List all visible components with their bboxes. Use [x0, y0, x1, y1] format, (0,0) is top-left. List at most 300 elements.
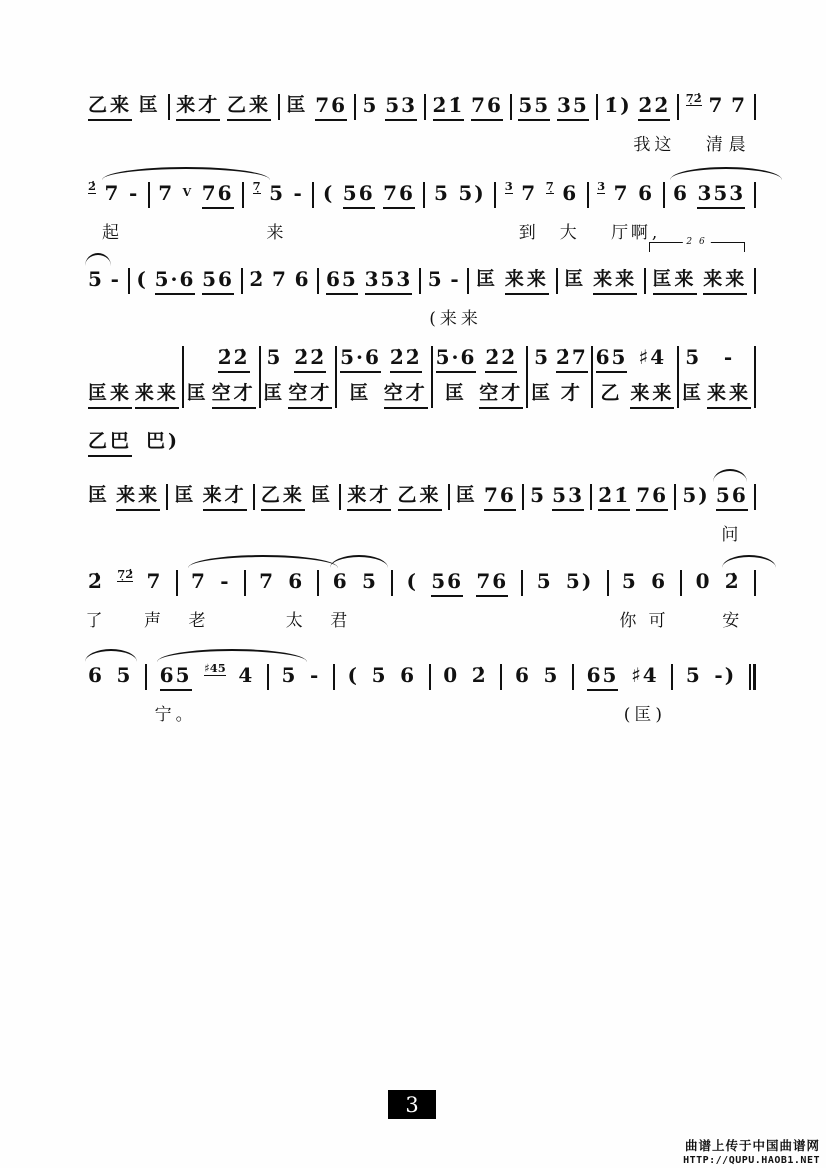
note-token: [139, 92, 161, 118]
note: -: [128, 181, 140, 205]
note: 2̇2̇: [638, 92, 670, 121]
percussion-syllable: 来来: [593, 266, 637, 295]
note-token: [443, 662, 459, 688]
barline: [312, 182, 314, 208]
percussion-syllable: 空才: [384, 380, 428, 409]
percussion-syllable: 匡: [88, 484, 111, 506]
lyric-text: 太: [285, 611, 307, 631]
note-token: [183, 180, 194, 212]
note: 353: [697, 180, 745, 209]
note: 5·6: [155, 266, 196, 295]
note-token: [117, 568, 133, 592]
note-token: [295, 266, 311, 292]
note: 5: [281, 663, 298, 687]
note-token: [515, 662, 531, 688]
note: ♯4: [631, 663, 659, 687]
note-token: [559, 180, 581, 243]
note: 65: [160, 662, 192, 691]
note-token: [365, 266, 413, 295]
grace-note: 7̣: [545, 179, 554, 193]
barline: [339, 484, 341, 510]
note: 7: [731, 93, 748, 117]
note: 5: [88, 267, 104, 291]
note-token: [400, 662, 416, 688]
note-token: [340, 344, 381, 410]
slur-arc: [670, 167, 782, 180]
barline: [754, 484, 756, 510]
barline: [423, 182, 425, 208]
percussion-syllable: 来才: [203, 482, 247, 511]
barline: [522, 484, 524, 510]
note-token: [623, 662, 666, 725]
note: 4: [238, 663, 255, 687]
note-token: [472, 662, 488, 688]
percussion-syllable: 匡: [286, 94, 309, 116]
lyric-text: 我这: [633, 135, 676, 155]
note-token: [88, 344, 132, 410]
note: 56: [202, 266, 234, 295]
percussion-syllable: 匡: [531, 382, 554, 404]
measure-bracket: [649, 237, 745, 252]
note-token: [372, 662, 388, 688]
note: 5: [534, 345, 551, 369]
percussion-syllable: 匡: [186, 382, 209, 404]
note: 2̇2̇: [390, 344, 422, 373]
grace-note: 7̣2̇: [685, 91, 702, 105]
watermark-url: HTTP://QUPU.HAOB1.NET: [683, 1155, 820, 1166]
barline: [754, 182, 756, 208]
note-token: [158, 180, 174, 206]
note: -: [309, 663, 321, 687]
slur-arc: [85, 649, 137, 662]
note-token: [686, 92, 702, 116]
note-token: [456, 482, 478, 508]
note-token: [310, 662, 320, 688]
note: (: [406, 569, 418, 593]
barline: [267, 664, 269, 690]
note: 5: [362, 93, 379, 117]
slur-arc: [157, 649, 307, 662]
note: 7: [104, 181, 121, 205]
barline: [754, 94, 756, 120]
barline: [335, 346, 337, 408]
barline: [429, 664, 431, 690]
note: 65: [587, 662, 619, 691]
lyric-text: 厅: [611, 223, 633, 243]
note: 5·6: [340, 344, 381, 373]
note: 2̇1̇: [598, 482, 630, 511]
barline: [166, 484, 168, 510]
percussion-syllable: 来来: [135, 380, 179, 409]
note-token: [101, 180, 123, 243]
barline: [671, 664, 673, 690]
note: (: [347, 663, 359, 687]
note-token: [458, 180, 485, 206]
note-token: [505, 180, 513, 204]
note: (: [136, 267, 148, 291]
note: 65: [326, 266, 358, 295]
barline: [168, 94, 170, 120]
grace-note: 3: [597, 179, 606, 193]
note-token: [543, 662, 559, 688]
barline: [391, 570, 393, 596]
barline: [176, 570, 178, 596]
note-token: [648, 568, 670, 631]
note: 1̇): [604, 93, 632, 117]
note-token: [187, 344, 209, 410]
note: 76: [484, 482, 516, 511]
note: -: [110, 267, 121, 291]
barline: [424, 94, 426, 120]
note: 65: [596, 344, 628, 373]
note-token: [261, 482, 305, 511]
note: 7: [158, 181, 175, 205]
note-token: [347, 482, 391, 511]
note-token: [652, 237, 707, 295]
bracket-label: 2 6: [682, 236, 710, 248]
note: 6: [514, 663, 531, 687]
note: 2̇2̇: [218, 344, 250, 373]
note: 5: [266, 345, 283, 369]
note-token: [311, 482, 333, 508]
percussion-syllable: 匡: [476, 268, 499, 290]
percussion-syllable: 来来: [703, 266, 747, 295]
grace-note: ♯45: [204, 661, 226, 675]
note-token: [556, 344, 588, 410]
barline: [317, 268, 319, 294]
barline: [148, 182, 150, 208]
note-token: [111, 266, 121, 292]
barline: [253, 484, 255, 510]
percussion-syllable: 匡来: [653, 266, 697, 295]
grace-note: 7̣: [252, 179, 261, 193]
note-token: [552, 482, 584, 511]
note-token: [288, 344, 332, 410]
note: -): [714, 663, 737, 687]
barline: [278, 94, 280, 120]
note: 55: [518, 92, 550, 121]
score-line: [88, 237, 756, 340]
note-token: [88, 180, 96, 204]
percussion-syllable: 空才: [288, 380, 332, 409]
note: 5: [269, 181, 285, 205]
barline: [521, 570, 523, 596]
lyric-text: (匡): [623, 705, 666, 725]
percussion-syllable: 匡: [682, 382, 705, 404]
score-line: [88, 662, 756, 736]
note: ♯4: [638, 345, 667, 369]
percussion-syllable: 匡: [138, 94, 161, 116]
note-token: [136, 266, 147, 292]
note-token: [155, 266, 196, 295]
note: 2̇: [249, 267, 266, 291]
barline: [591, 346, 593, 408]
note-token: [204, 662, 226, 686]
score-line: [85, 567, 756, 642]
note-token: [88, 482, 110, 508]
note: 35: [557, 92, 589, 121]
barline: [754, 268, 756, 294]
percussion-syllable: 匡: [444, 382, 467, 404]
note-token: [253, 180, 261, 204]
barline: [242, 182, 244, 208]
lyric-text: 安: [722, 611, 744, 631]
note-token: [518, 92, 550, 121]
percussion-syllable: 来来: [505, 266, 549, 295]
note: 5·6: [436, 344, 477, 373]
score-line: [88, 344, 756, 418]
percussion-syllable: 空才: [479, 380, 523, 409]
note-token: [348, 662, 359, 688]
lyric-text: 可: [648, 611, 670, 631]
percussion-syllable: 来来: [116, 482, 160, 511]
note: 6: [88, 663, 104, 687]
note-token: [202, 266, 234, 295]
note-token: [406, 568, 417, 594]
barline: [244, 570, 246, 596]
note: 6: [673, 181, 689, 205]
note-token: [88, 92, 132, 121]
grace-note: 2̇: [88, 179, 97, 193]
percussion-syllable: 来才: [347, 482, 391, 511]
note-token: [330, 568, 352, 631]
percussion-syllable: 匡来: [88, 380, 132, 409]
note-token: [398, 482, 442, 511]
note-token: [326, 266, 358, 295]
note: 6: [562, 181, 579, 205]
note: 76: [202, 180, 234, 209]
note: 76: [315, 92, 347, 121]
note-token: [286, 92, 308, 118]
note-token: [505, 266, 549, 295]
note-token: [315, 92, 347, 121]
note-token: [285, 568, 307, 631]
note-token: [673, 180, 689, 206]
barline: [677, 346, 679, 408]
note-token: [383, 180, 415, 209]
note-token: [537, 568, 553, 594]
note-token: [604, 92, 631, 118]
note-token: [707, 344, 751, 410]
note-token: [566, 568, 593, 594]
note-token: [117, 662, 133, 688]
note: -: [450, 267, 461, 291]
note-token: [323, 180, 334, 206]
barline: [607, 570, 609, 596]
percussion-syllable: 乙来: [261, 482, 305, 511]
note: 76: [636, 482, 668, 511]
note: 6: [638, 181, 655, 205]
note-token: [343, 180, 375, 209]
barline: [754, 570, 756, 596]
note-token: [593, 266, 637, 295]
note: 2̇1̇: [433, 92, 465, 121]
note-token: [259, 568, 275, 594]
barline: [677, 94, 679, 120]
percussion-syllable: 匡: [564, 268, 587, 290]
note-token: [249, 266, 265, 292]
note-token: [596, 344, 628, 410]
barline: [500, 664, 502, 690]
percussion-syllable: 来来: [630, 380, 674, 409]
percussion-syllable: 匡: [349, 382, 372, 404]
barline: [644, 268, 646, 294]
percussion-syllable: 乙来: [88, 92, 132, 121]
barline: [431, 346, 433, 408]
note-token: [154, 662, 197, 725]
note-token: [88, 266, 104, 292]
note-token: [188, 568, 210, 631]
note-token: [203, 482, 247, 511]
percussion-syllable: 来才: [176, 92, 220, 121]
note: 2̇7: [556, 344, 588, 373]
grace-note: 3: [504, 179, 513, 193]
note-token: [530, 482, 546, 508]
note-token: [429, 266, 482, 329]
percussion-syllable: 来来: [707, 380, 751, 409]
note: 6: [400, 663, 417, 687]
barline: [128, 268, 130, 294]
percussion-syllable: 匡: [174, 484, 197, 506]
lyric-text: 了: [85, 611, 107, 631]
note-token: [633, 92, 676, 155]
note: 5: [536, 569, 553, 593]
slur-arc: [102, 167, 270, 180]
final-barline: [749, 664, 756, 690]
barline: [674, 484, 676, 510]
note-token: [202, 180, 234, 209]
note-token: [362, 568, 378, 594]
note-token: [636, 482, 668, 511]
note-token: [434, 180, 450, 206]
note: 5: [685, 663, 702, 687]
lyric-text: 问: [721, 525, 743, 545]
note: 56: [716, 482, 748, 511]
note: 53: [552, 482, 584, 511]
note-token: [587, 662, 619, 691]
barline: [182, 346, 184, 408]
note-token: [428, 266, 444, 292]
barline: [467, 268, 469, 294]
barline: [587, 182, 589, 208]
note: 6: [288, 569, 305, 593]
note: -: [293, 181, 304, 205]
percussion-syllable: 乙来: [227, 92, 271, 121]
note-token: [476, 266, 498, 292]
note: 7: [259, 569, 275, 593]
note-token: [436, 344, 477, 410]
note-token: [116, 482, 160, 511]
percussion-syllable: 匡: [311, 484, 334, 506]
percussion-syllable: 空才: [212, 380, 256, 409]
barline: [572, 664, 574, 690]
note-token: [697, 180, 745, 209]
note: 6: [332, 569, 349, 593]
note-token: [630, 180, 662, 243]
note-token: [564, 266, 586, 292]
page-number: 3: [405, 1092, 419, 1117]
lyric-text: (来来: [429, 309, 482, 329]
barline: [754, 346, 756, 408]
note-token: [85, 568, 107, 631]
note-token: [682, 344, 704, 410]
note-token: [384, 344, 428, 410]
note-token: [363, 92, 379, 118]
note: 2̇: [88, 569, 104, 593]
barline: [663, 182, 665, 208]
note-token: [728, 92, 750, 155]
watermark: [683, 1136, 820, 1166]
note-token: [557, 92, 589, 121]
note: 6: [294, 267, 311, 291]
note: 5: [685, 345, 702, 369]
note: 7: [272, 267, 288, 291]
note-token: [471, 92, 503, 121]
note-token: [682, 482, 709, 508]
note-token: [705, 92, 727, 155]
note: 2̇: [471, 663, 488, 687]
barline: [354, 94, 356, 120]
barline: [333, 664, 335, 690]
note: 7: [521, 181, 538, 205]
note-token: [227, 92, 271, 121]
slur-arc: [188, 555, 338, 568]
note: 0: [695, 569, 712, 593]
note: 5): [565, 569, 594, 593]
lyric-text: 声: [143, 611, 165, 631]
note: 5: [427, 267, 444, 291]
slur-arc: [330, 555, 388, 568]
note: 53: [385, 92, 417, 121]
percussion-syllable: 才: [560, 382, 583, 404]
note-token: [212, 344, 256, 410]
note-token: [176, 92, 220, 121]
note-token: [88, 428, 132, 457]
percussion-syllable: 巴): [146, 430, 181, 452]
note: 76: [383, 180, 415, 209]
note: 5: [361, 569, 378, 593]
note: 76: [476, 568, 508, 597]
note-token: [598, 482, 630, 511]
note: 5: [621, 569, 638, 593]
score-line: [88, 92, 756, 166]
note: 7: [613, 181, 630, 205]
lyric-text: 君: [330, 611, 352, 631]
note-token: [135, 344, 179, 410]
note: 7: [190, 569, 207, 593]
note: 5): [682, 483, 710, 507]
barline: [510, 94, 512, 120]
note-token: [146, 428, 180, 454]
note-token: [174, 482, 196, 508]
barline: [526, 346, 528, 408]
barline: [241, 268, 243, 294]
note-token: [385, 92, 417, 121]
note: 76: [471, 92, 503, 121]
barline: [259, 346, 261, 408]
barline: [590, 484, 592, 510]
note: 2̇2̇: [294, 344, 326, 373]
note: 6: [651, 569, 667, 593]
note-token: [531, 344, 553, 410]
note-token: [476, 568, 508, 597]
note: 2̇: [724, 569, 741, 593]
note: 5: [530, 483, 547, 507]
note-token: [431, 568, 463, 597]
note-token: [294, 180, 304, 206]
lyric-text: 大: [559, 223, 581, 243]
percussion-syllable: 匡: [263, 382, 286, 404]
